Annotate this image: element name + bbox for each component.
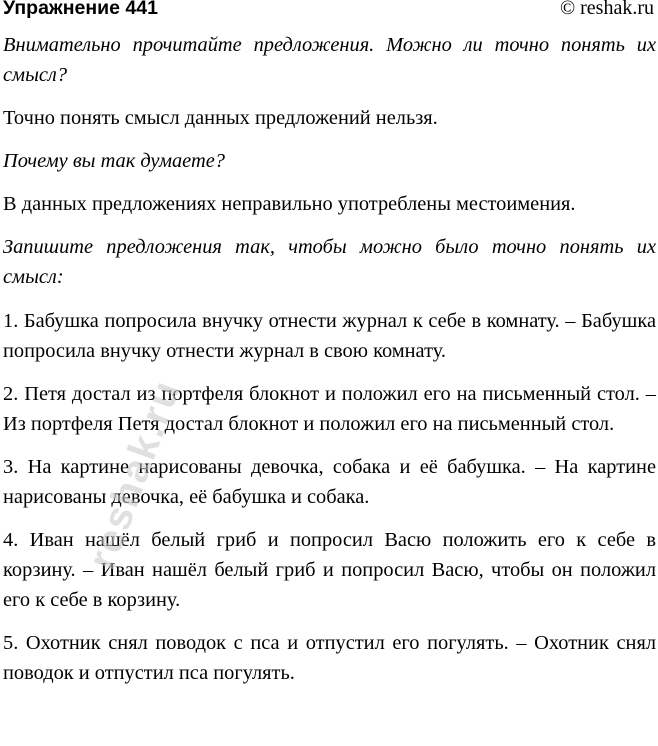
watermark: reshak.ru (80, 373, 190, 576)
list-item-5: 5. Охотник снял поводок с пса и отпустил его погулять. – Охотник снял поводок и отпустил пса погулять. (3, 632, 656, 684)
question-2: Почему вы так думаете? (3, 150, 225, 172)
exercise-title: Упражнение 441 (3, 0, 158, 19)
question-3: Запишите предложения так, чтобы можно было точно понять их смысл: (3, 236, 656, 288)
answer-1: Точно понять смысл данных предложений нельзя. (3, 107, 438, 129)
list-item-2: 2. Петя достал из портфеля блокнот и положил его на письменный стол. – Из портфеля Петя достал блокнот и положил его на письменный стол. (3, 383, 656, 435)
list-item-4: 4. Иван нашёл белый гриб и попросил Васю положить его к себе в корзину. – Иван нашёл белый гриб и попросил Васю, чтобы он положил его к себе в корзину. (3, 529, 656, 611)
source-label: © reshak.ru (559, 0, 654, 19)
question-1: Внимательно прочитайте предложения. Можно ли точно понять их смысл? (3, 34, 656, 86)
header (3, 0, 656, 30)
answer-2: В данных предложениях неправильно употреблены местоимения. (3, 193, 576, 215)
list-item-3: 3. На картине нарисованы девочка, собака и её бабушка. – На картине нарисованы девочка, её бабушка и собака. (3, 456, 656, 508)
list-item-1: 1. Бабушка попросила внучку отнести журнал к себе в комнату. – Бабушка попросила внучку отнести журнал в свою комнату. (3, 310, 656, 362)
